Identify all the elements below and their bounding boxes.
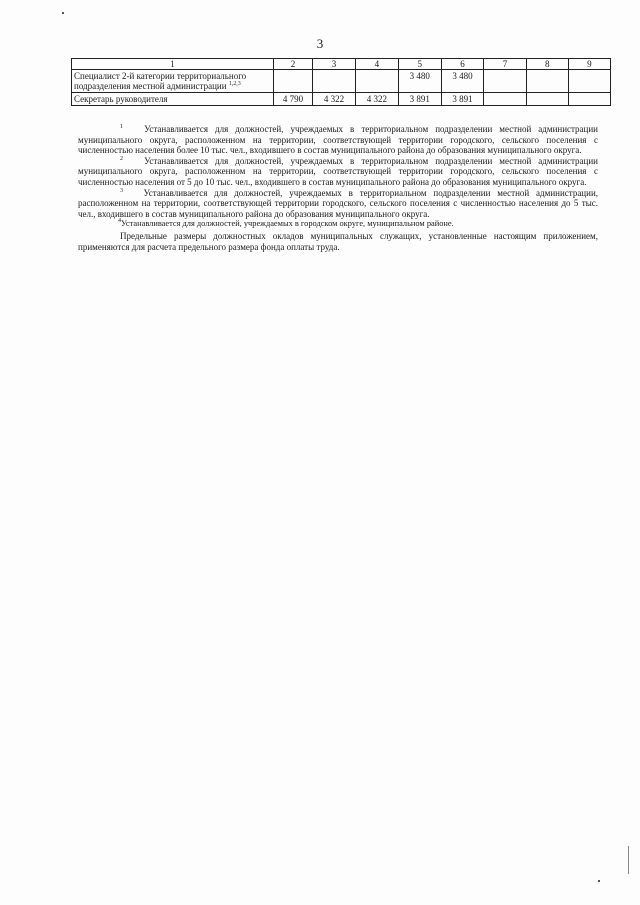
footnote-4 [78,219,598,230]
page-number: 3 [316,36,324,51]
scan-edge-mark [628,846,629,874]
footnote-mark: 2 [120,155,123,162]
header-cell: 2 [273,59,312,70]
position-title-cell [72,70,274,93]
table-header-row [72,59,611,70]
table-row [72,70,611,93]
scan-speck [62,12,64,14]
salary-cell [568,93,610,106]
closing-paragraph: Предельные размеры должностных окладов муниципальных служащих, установленные настоящим приложением, применяются для расчета предельного размера фонда оплаты труда. [78,230,598,252]
footnote-mark: 3 [120,187,123,194]
header-cell: 6 [441,59,484,70]
salary-cell: 4 790 [273,93,312,106]
header-cell: 7 [484,59,526,70]
header-cell: 9 [568,59,610,70]
position-title-cell [72,93,274,106]
footnote-text: Устанавливается для должностей, учреждаемых в территориальном подразделении местной администрации, расположенном на территории, соответствующей территории городского, сельского поселения с численностью населения до 5 тыс. чел., входившего в состав муниципального района до образования муниципального округа. [78,187,599,219]
position-title: Секретарь руководителя [74,94,168,104]
salary-cell: 3 891 [441,93,484,106]
footnote-text: Устанавливается для должностей, учреждаемых в территориальном подразделении местной администрации муниципального округа, расположенном на территории, соответствующей территории городского, сельского поселения с численностью населения от 5 до 10 тыс. чел., входившего в состав муниципального района до образования муниципального округа. [78,155,599,187]
salary-table [71,58,611,106]
salary-cell: 3 480 [398,70,441,93]
salary-cell: 3 891 [398,93,441,106]
header-cell: 4 [355,59,398,70]
salary-cell: 3 480 [441,70,484,93]
salary-cell [484,70,526,93]
salary-cell [313,70,356,93]
footnote-ref: 1,2,3 [228,81,241,87]
header-cell: 5 [398,59,441,70]
header-cell: 8 [526,59,568,70]
salary-cell [526,70,568,93]
footnote-text: Устанавливается для должностей, учреждаемых в городском округе, муниципальном районе. [121,219,454,229]
salary-cell [273,70,312,93]
footnote-mark: 1 [120,124,123,130]
header-cell: 1 [72,59,274,70]
salary-cell [484,93,526,106]
salary-cell: 4 322 [313,93,356,106]
salary-cell [568,70,610,93]
salary-cell [526,93,568,106]
footnote-3 [78,188,598,220]
footnote-text: Устанавливается для должностей, учреждаемых в территориальном подразделении местной администрации муниципального округа, расположенном на территории, соответствующей территории городского, сельского поселения с численностью населения более 10 тыс. чел., входившего в состав муниципального района до образования муниципального округа. [78,124,599,156]
position-title: Специалист 2-й категории территориального подразделения местной администрации [74,71,247,91]
scan-speck [598,880,600,882]
table-row [72,93,611,106]
header-cell: 3 [313,59,356,70]
salary-cell: 4 322 [355,93,398,106]
footnotes-block [78,124,598,252]
footnote-mark: 4 [118,218,121,225]
footnote-1 [78,124,598,156]
salary-cell [355,70,398,93]
footnote-2 [78,156,598,188]
